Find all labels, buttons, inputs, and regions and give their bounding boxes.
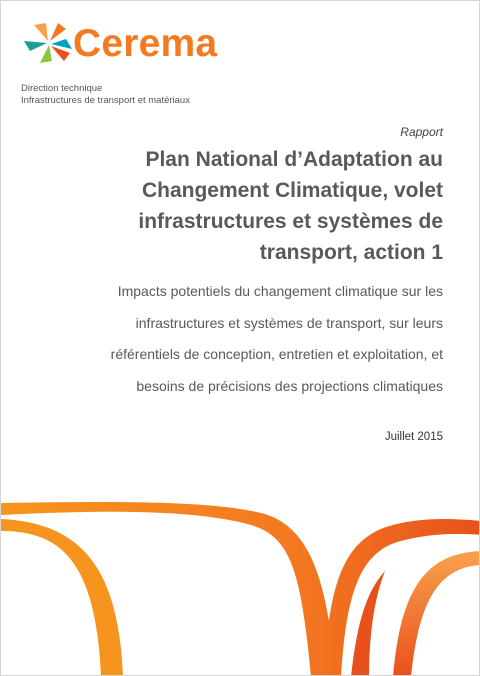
cerema-logo-icon [20,19,80,67]
subtitle-line: Impacts potentiels du changement climatique sur les [117,283,443,299]
brand-name: Cerema [73,22,218,65]
direction-block [21,83,190,107]
title-line: Changement Climatique, volet [141,179,443,202]
document-subtitle [63,276,443,402]
orange-band-center [351,571,385,676]
orange-band-left [1,519,123,676]
subtitle-line: infrastructures et systèmes de transport, sur leurs [135,314,443,331]
decorative-orange-bands [1,501,480,676]
direction-line: Direction technique [21,83,103,94]
subtitle-line: besoins de précisions des projections climatiques [136,377,443,394]
direction-line: Infrastructures de transport et matériaux [21,95,190,106]
orange-band-right [393,551,480,676]
document-type-label: Rapport [400,125,443,139]
title-line: Plan National d’Adaptation au [145,148,443,171]
title-line: transport, action 1 [259,241,443,264]
publication-date: Juillet 2015 [384,431,443,443]
subtitle-line: référentiels de conception, entretien et exploitation, et [110,346,443,362]
title-line: infrastructures et systèmes de [138,210,443,233]
document-title [103,144,443,268]
